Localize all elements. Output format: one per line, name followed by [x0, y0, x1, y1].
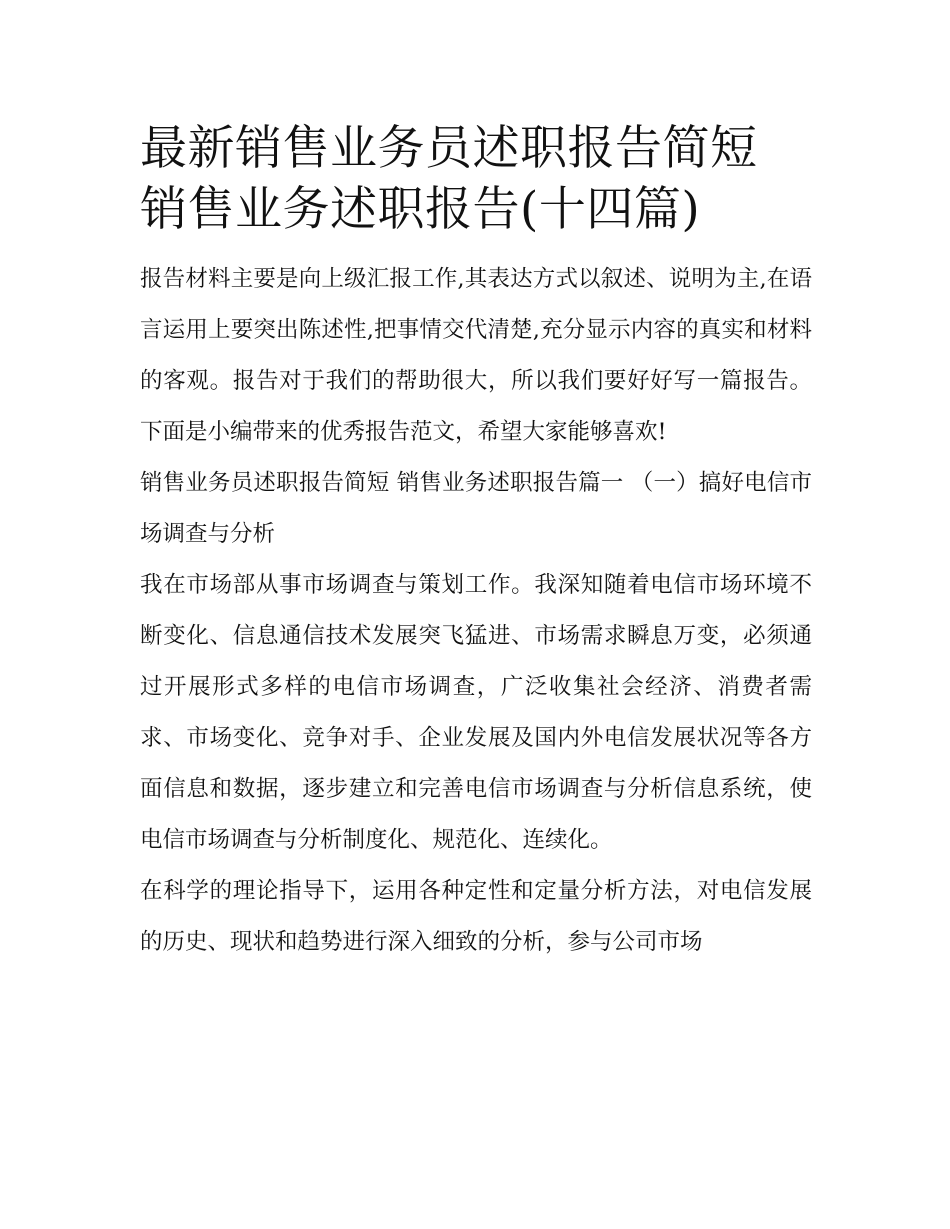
document-content: [140, 118, 812, 968]
document-body: [140, 254, 812, 968]
title-line-2: 销售业务述职报告(十四篇): [140, 182, 701, 237]
document-title: [140, 118, 812, 240]
body-paragraph: 在科学的理论指导下，运用各种定性和定量分析方法，对电信发展的历史、现状和趋势进行深入细致的分析，参与公司市场: [140, 878, 812, 955]
intro-paragraph: 报告材料主要是向上级汇报工作,其表达方式以叙述、说明为主,在语言运用上要突出陈述性,把事情交代清楚,充分显示内容的真实和材料的客观。报告对于我们的帮助很大，所以我们要好好写一篇报告。下面是小编带来的优秀报告范文，希望大家能够喜欢!: [140, 266, 812, 445]
body-paragraph: 我在市场部从事市场调查与策划工作。我深知随着电信市场环境不断变化、信息通信技术发展突飞猛进、市场需求瞬息万变，必须通过开展形式多样的电信市场调查，广泛收集社会经济、消费者需求、市场变化、竞争对手、企业发展及国内外电信发展状况等各方面信息和数据，逐步建立和完善电信市场调查与分析信息系统，使电信市场调查与分析制度化、规范化、连续化。: [140, 572, 812, 853]
section-heading-paragraph: 销售业务员述职报告简短 销售业务述职报告篇一 （一）搞好电信市场调查与分析: [140, 470, 812, 547]
title-line-1: 最新销售业务员述职报告简短: [140, 121, 758, 176]
